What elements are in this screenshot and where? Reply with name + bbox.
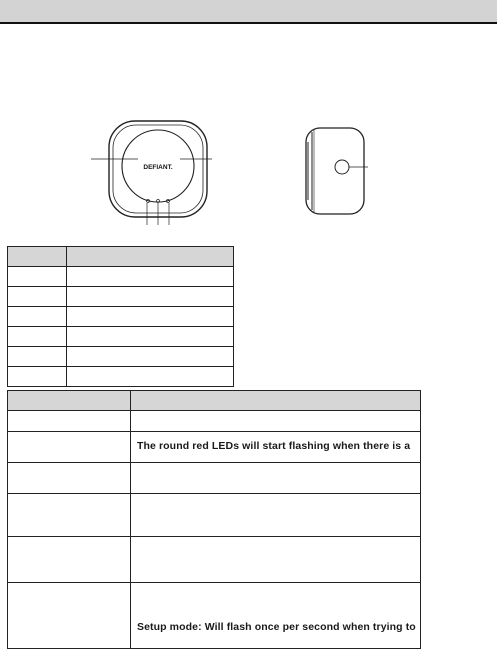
status-description: Setup mode: Will flash once per second when trying to (137, 621, 416, 633)
table-row (8, 583, 421, 649)
table-row (8, 411, 421, 432)
table-cell (131, 537, 421, 583)
led-status-table (7, 390, 421, 649)
table-cell (67, 367, 234, 387)
device-side-front-edge (308, 132, 312, 210)
table-cell (8, 411, 131, 432)
table-row (8, 432, 421, 463)
side-button-icon (335, 160, 349, 174)
table-row (8, 327, 234, 347)
table-cell (8, 347, 67, 367)
device-logo: DEFIANT. (143, 164, 173, 171)
device-side-body (306, 128, 364, 214)
table-cell (8, 494, 131, 537)
table-row (8, 463, 421, 494)
table-cell (8, 583, 131, 649)
table-cell (131, 463, 421, 494)
status-table-header (8, 391, 421, 411)
table-cell (67, 267, 234, 287)
table-cell (67, 347, 234, 367)
parts-header-cell-2 (67, 247, 234, 267)
table-cell (67, 307, 234, 327)
status-description: The round red LEDs will start flashing when there is a (137, 440, 411, 452)
table-cell (8, 463, 131, 494)
parts-table-header (8, 247, 234, 267)
status-header-cell-2 (131, 391, 421, 411)
table-cell (131, 583, 421, 649)
table-cell (67, 327, 234, 347)
parts-table (7, 246, 234, 387)
page-header-bar (0, 0, 497, 24)
table-row (8, 287, 234, 307)
table-cell (131, 411, 421, 432)
table-row (8, 367, 234, 387)
table-row (8, 307, 234, 327)
table-row (8, 494, 421, 537)
table-cell (8, 307, 67, 327)
table-cell (131, 494, 421, 537)
table-cell (8, 537, 131, 583)
table-cell (8, 432, 131, 463)
parts-header-cell-1 (8, 247, 67, 267)
table-cell (67, 287, 234, 307)
table-cell (131, 432, 421, 463)
table-cell (8, 267, 67, 287)
table-row (8, 537, 421, 583)
device-front-illustration (88, 117, 223, 227)
table-row (8, 267, 234, 287)
table-cell (8, 327, 67, 347)
device-side-illustration (292, 120, 374, 220)
table-cell (8, 367, 67, 387)
table-cell (8, 287, 67, 307)
status-header-cell-1 (8, 391, 131, 411)
table-row (8, 347, 234, 367)
